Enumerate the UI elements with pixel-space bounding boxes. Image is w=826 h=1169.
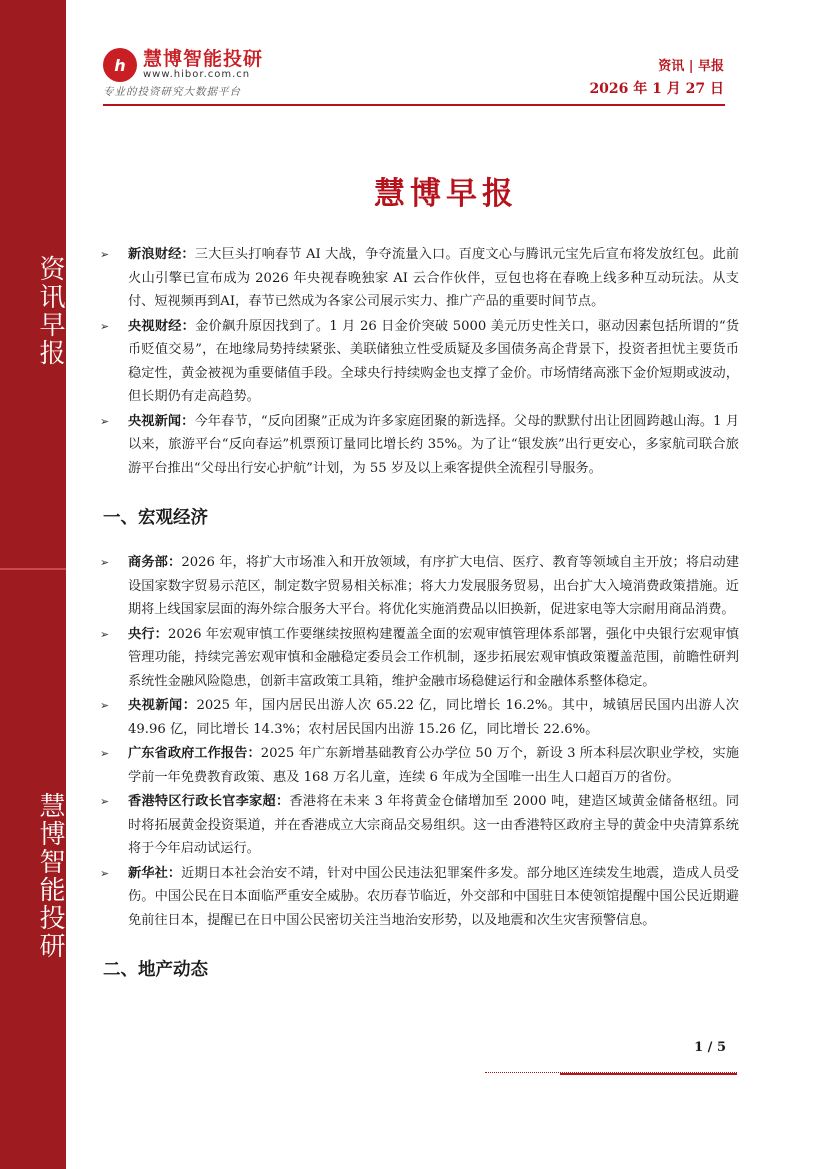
section-heading: 一、宏观经济 (103, 508, 208, 528)
news-item (100, 742, 739, 789)
news-item (100, 315, 740, 409)
news-item (100, 410, 740, 481)
bullet-arrow-icon: ➢ (100, 248, 110, 261)
page-number: 1 / 5 (694, 1040, 726, 1055)
header-rule (103, 104, 725, 106)
news-item (100, 694, 739, 741)
news-source: 新华社： (128, 865, 182, 881)
header-category: 资讯 | 早报 (658, 59, 724, 74)
news-item-body (103, 315, 739, 409)
header-meta (589, 58, 724, 99)
news-item (100, 623, 740, 694)
news-source: 香港特区行政长官李家超： (128, 794, 290, 809)
news-text: 金价飙升原因找到了。1 月 26 日金价突破 5000 美元历史性关口，驱动因素包括所谓的“货币贬值交易”，在地缘局势持续紧张、美联储独立性受质疑及多国债务高企背景下，投资者担忧主要货币稳定性，黄金被视为重要储值手段。全球央行持续购金也支撑了金价。市场情绪高涨下金价短期或波动，但长期仍有走高趋势。 (128, 318, 740, 404)
news-item (100, 790, 740, 861)
news-text: 近期日本社会治安不靖，针对中国公民违法犯罪案件多发。部分地区连续发生地震，造成人员受伤。中国公民在日本面临严重安全威胁。农历春节临近，外交部和中国驻日本使领馆提醒中国公民近期避免前往日本，提醒已在日中国公民密切关注当地治安形势，以及地震和次生灾害预警信息。 (128, 865, 739, 928)
sidebar-label-news: 资讯早报 (35, 255, 65, 367)
news-item (100, 243, 740, 314)
news-item-body (103, 623, 739, 694)
news-item-body (103, 862, 739, 933)
news-item-body (103, 694, 739, 741)
news-text: 香港将在未来 3 年将黄金仓储增加至 2000 吨，建造区域黄金储备枢纽。同时将拓展黄金投资渠道，并在香港成立大宗商品交易组织。这一由香港特区政府主导的黄金中央清算系统将于今年启动试运行。 (128, 794, 740, 856)
bullet-arrow-icon: ➢ (100, 556, 110, 569)
news-item-body (103, 790, 739, 861)
news-item-body (103, 551, 739, 622)
news-text: 三大巨头打响春节 AI 大战，争夺流量入口。百度文心与腾讯元宝先后宣布将发放红包。此前火山引擎已宣布成为 2026 年央视春晚独家 AI 云合作伙伴，豆包也将在春晚上线多种互动玩法。从支付、短视频再到AI，春节已然成为各家公司展示实力、推广产品的重要时间节点。 (128, 247, 740, 309)
news-text: 2025 年，国内居民出游人次 65.22 亿，同比增长 16.2%。其中，城镇居民国内出游人次 49.96 亿，同比增长 14.3%；农村居民国内出游 15.26 亿，同比增长 22.6%。 (128, 698, 739, 737)
section-heading: 二、地产动态 (103, 960, 208, 980)
content (100, 243, 740, 1003)
news-text: 今年春节，“反向团聚”正成为许多家庭团聚的新选择。父母的默默付出让团圆跨越山海。1 月以来，旅游平台“反向春运”机票预订量同比增长约 35%。为了让“银发族”出行更安心，多家航司联合旅游平台推出“父母出行安心护航”计划，为 55 岁及以上乘客提供全流程引导服务。 (128, 413, 740, 476)
footer-rule (560, 1073, 737, 1075)
logo-name: 慧博智能投研 (143, 48, 264, 70)
news-source: 新浪财经： (128, 247, 195, 262)
sidebar-divider (0, 568, 66, 570)
news-item-body (103, 742, 739, 789)
bullet-arrow-icon: ➢ (100, 795, 110, 808)
logo-url: www.hibor.com.cn (143, 69, 251, 80)
bullet-arrow-icon: ➢ (100, 699, 110, 712)
news-text: 2026 年，将扩大市场准入和开放领域，有序扩大电信、医疗、教育等领域自主开放；将启动建设国家数字贸易示范区，制定数字贸易相关标准；将大力发展服务贸易，出台扩大入境消费政策措施。近期将上线国家层面的海外综合服务大平台。将优化实施消费品以旧换新，促进家电等大宗耐用商品消费。 (128, 555, 740, 617)
sections (100, 504, 740, 981)
news-item-body (103, 410, 739, 481)
bullet-arrow-icon: ➢ (100, 414, 110, 428)
bullet-arrow-icon: ➢ (100, 627, 110, 641)
logo-icon: h (103, 48, 137, 82)
bullet-arrow-icon: ➢ (100, 319, 110, 333)
news-source: 央视新闻： (128, 698, 197, 713)
news-source: 央视新闻： (128, 413, 195, 429)
news-text: 2025 年广东新增基础教育公办学位 50 万个，新设 3 所本科层次职业学校，实施学前一年免费教育政策、惠及 168 万名儿童，连续 6 年成为全国唯一出生人口超百万的省份。 (128, 746, 739, 785)
header-date: 2026 年 1 月 27 日 (589, 81, 724, 97)
bullet-arrow-icon: ➢ (100, 747, 110, 760)
news-text: 2026 年宏观审慎工作要继续按照构建覆盖全面的宏观审慎管理体系部署，强化中央银行宏观审慎管理功能，持续完善宏观审慎和金融稳定委员会工作机制，逐步拓展宏观审慎政策覆盖范围，前瞻性研判系统性金融风险隐患，创新丰富政策工具箱，维护金融市场稳健运行和金融体系整体稳定。 (128, 626, 740, 689)
intro-list (100, 243, 740, 480)
news-source: 央视财经： (128, 318, 196, 334)
sidebar (0, 0, 66, 1169)
bullet-arrow-icon: ➢ (100, 866, 110, 880)
news-source: 央行： (128, 626, 168, 642)
logo-slogan: 专业的投资研究大数据平台 (103, 86, 241, 98)
sidebar-label-brand: 慧博智能投研 (35, 792, 65, 960)
page-title: 慧博早报 (374, 176, 518, 212)
news-item (100, 862, 739, 933)
logo (103, 48, 263, 82)
news-source: 广东省政府工作报告： (128, 746, 261, 761)
news-source: 商务部： (128, 555, 182, 570)
news-item (100, 551, 740, 622)
news-item-body (103, 243, 739, 314)
